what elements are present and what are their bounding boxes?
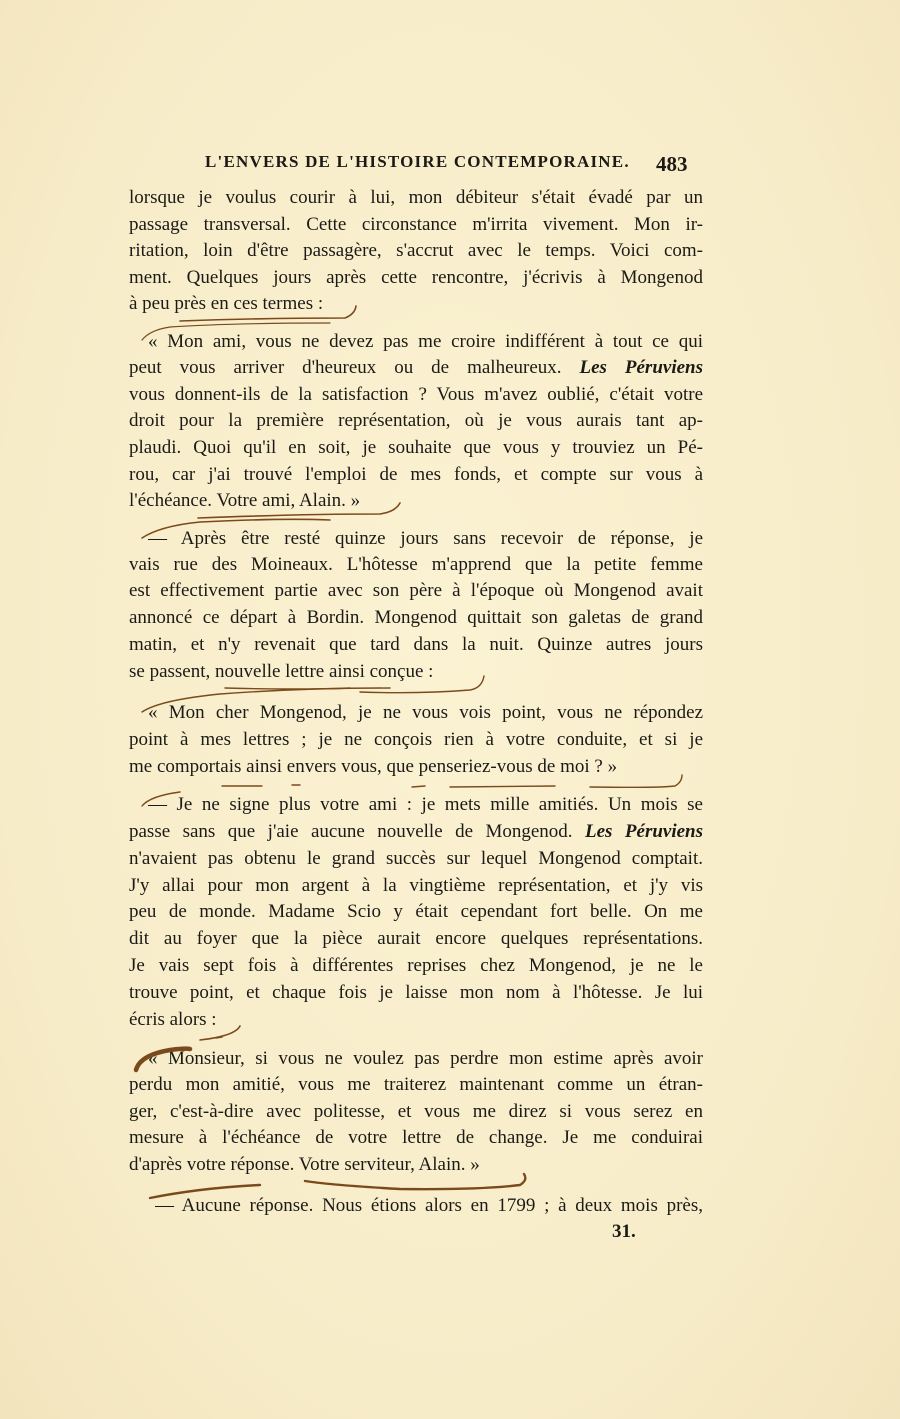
text-line	[129, 755, 617, 779]
text-segment: ger, c'est-à-dire avec politesse, et vous me direz si vous serez en	[129, 1101, 703, 1122]
text-segment: « Monsieur, si vous ne voulez pas perdre mon estime après avoir	[148, 1048, 703, 1069]
text-line	[129, 1100, 703, 1124]
text-segment: annoncé ce départ à Bordin. Mongenod quittait son galetas de grand	[129, 607, 703, 628]
text-segment: n'avaient pas obtenu le grand succès sur lequel Mongenod comptait.	[129, 848, 703, 869]
text-segment: passe sans que j'aie aucune nouvelle de Mongenod.	[129, 821, 586, 842]
text-segment: trouve point, et chaque fois je laisse mon nom à l'hôtesse. Je lui	[129, 982, 703, 1003]
text-line	[148, 1047, 703, 1071]
text-segment: dit au foyer que la pièce aurait encore quelques représentations.	[129, 928, 703, 949]
text-line	[129, 186, 703, 210]
text-segment: lorsque je voulus courir à lui, mon débiteur s'était évadé par un	[129, 187, 703, 208]
running-title: L'ENVERS DE L'HISTOIRE CONTEMPORAINE.	[205, 152, 630, 171]
text-line	[129, 1008, 217, 1032]
italic-title: Les Péruviens	[579, 357, 703, 378]
text-segment: — Je ne signe plus votre ami : je mets mille amitiés. Un mois se	[148, 794, 703, 815]
text-segment: vous donnent-ils de la satisfaction ? Vous m'avez oublié, c'était votre	[129, 384, 703, 405]
text-line	[129, 633, 703, 657]
text-segment: mesure à l'échéance de votre lettre de change. Je me conduirai	[129, 1127, 703, 1148]
text-segment: droit pour la première représentation, où je vous aurais tant ap-	[129, 410, 703, 431]
text-line	[129, 1153, 480, 1177]
text-line	[129, 436, 703, 460]
text-segment: l'échéance. Votre ami, Alain. »	[129, 490, 361, 511]
text-segment: passage transversal. Cette circonstance m'irrita vivement. Mon ir-	[129, 214, 703, 235]
text-segment: d'après votre réponse. Votre serviteur, Alain. »	[129, 1154, 480, 1175]
text-segment: — Aucune réponse. Nous étions alors en 1799 ; à deux mois près,	[155, 1195, 703, 1216]
text-segment: peu de monde. Madame Scio y était cependant fort belle. On me	[129, 901, 703, 922]
text-line	[148, 527, 703, 551]
italic-title: Les Péruviens	[585, 821, 703, 842]
text-segment: vais rue des Moineaux. L'hôtesse m'apprend que la petite femme	[129, 554, 703, 575]
text-line	[129, 820, 703, 844]
text-line	[129, 606, 703, 630]
text-segment: se passent, nouvelle lettre ainsi conçue :	[129, 661, 434, 682]
text-line	[129, 954, 703, 978]
text-line	[155, 1194, 703, 1218]
text-line	[129, 489, 360, 513]
text-line	[129, 728, 703, 752]
page-number: 483	[656, 152, 688, 176]
text-line	[129, 981, 703, 1005]
text-segment: ritation, loin d'être passagère, s'accrut avec le temps. Voici com-	[129, 240, 703, 261]
text-line	[129, 1126, 703, 1150]
text-segment: « Mon cher Mongenod, je ne vous vois point, vous ne répondez	[148, 702, 703, 723]
text-line	[148, 701, 703, 725]
text-line	[129, 660, 433, 684]
text-line	[129, 463, 703, 487]
text-line	[129, 847, 703, 871]
text-line	[148, 793, 703, 817]
text-line	[129, 900, 703, 924]
text-segment: est effectivement partie avec son père à l'époque où Mongenod avait	[129, 580, 703, 601]
text-line	[129, 239, 703, 263]
text-line	[129, 927, 703, 951]
text-segment: matin, et n'y revenait que tard dans la nuit. Quinze autres jours	[129, 634, 703, 655]
text-line	[129, 266, 703, 290]
text-line	[129, 292, 323, 316]
text-segment: me comportais ainsi envers vous, que penseriez-vous de moi ? »	[129, 756, 618, 777]
text-segment: Je vais sept fois à différentes reprises chez Mongenod, je ne le	[129, 955, 703, 976]
signature-mark: 31.	[612, 1221, 636, 1242]
text-line	[129, 1073, 703, 1097]
text-line	[129, 213, 703, 237]
text-segment: J'y allai pour mon argent à la vingtième représentation, et j'y vis	[129, 875, 703, 896]
text-line	[129, 874, 703, 898]
text-line	[129, 579, 703, 603]
text-segment: peut vous arriver d'heureux ou de malheureux.	[129, 357, 580, 378]
text-segment: point à mes lettres ; je ne conçois rien à votre conduite, et si je	[129, 729, 703, 750]
text-line	[148, 330, 703, 354]
text-segment: ment. Quelques jours après cette rencontre, j'écrivis à Mongenod	[129, 267, 703, 288]
text-segment: plaudi. Quoi qu'il en soit, je souhaite que vous y trouviez un Pé-	[129, 437, 703, 458]
text-line	[129, 383, 703, 407]
text-segment: à peu près en ces termes :	[129, 293, 324, 314]
text-line	[129, 553, 703, 577]
text-segment: — Après être resté quinze jours sans recevoir de réponse, je	[148, 528, 703, 549]
text-segment: écris alors :	[129, 1009, 217, 1030]
text-line	[129, 409, 703, 433]
text-line	[129, 356, 703, 380]
text-segment: rou, car j'ai trouvé l'emploi de mes fonds, et compte sur vous à	[129, 464, 703, 485]
text-segment: perdu mon amitié, vous me traiterez maintenant comme un étran-	[129, 1074, 703, 1095]
text-segment: « Mon ami, vous ne devez pas me croire indifférent à tout ce qui	[148, 331, 703, 352]
